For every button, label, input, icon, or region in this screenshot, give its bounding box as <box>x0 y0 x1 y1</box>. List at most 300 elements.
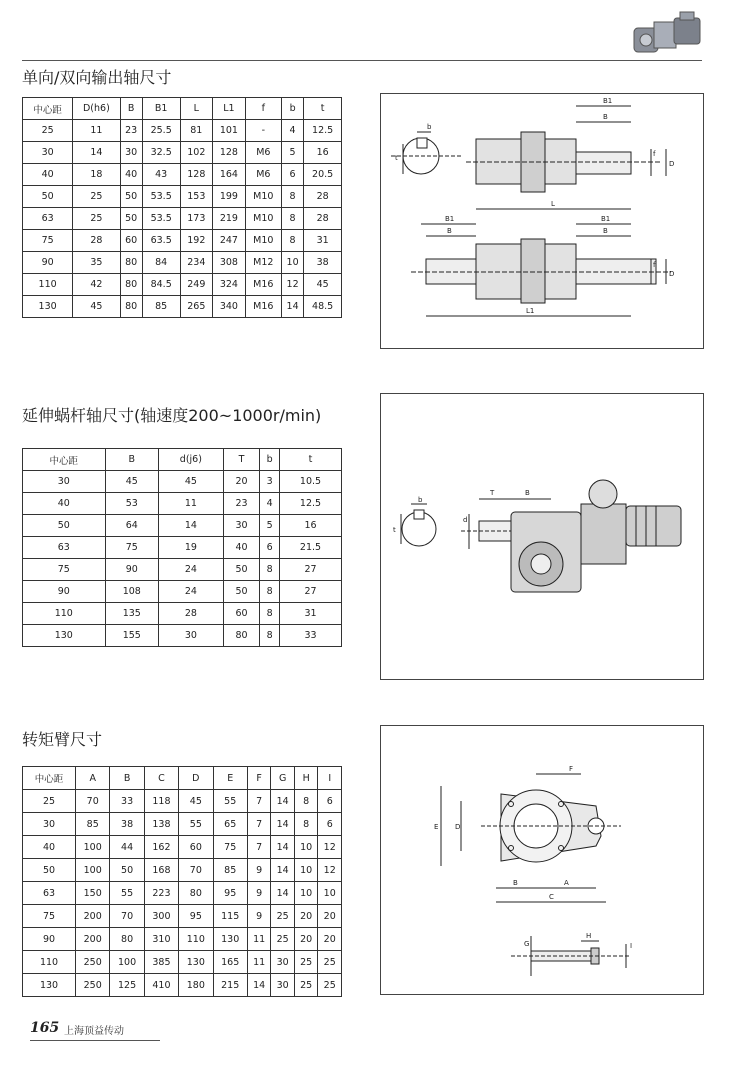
column-header: T <box>223 449 260 471</box>
table-cell: 219 <box>213 208 246 230</box>
label-B: B <box>603 113 608 121</box>
table-cell: 70 <box>76 790 110 813</box>
table-cell: M16 <box>245 296 281 318</box>
table-row <box>23 882 342 905</box>
table-cell: 14 <box>281 296 303 318</box>
table-cell: 9 <box>247 859 271 882</box>
column-header: L <box>180 98 213 120</box>
table-cell: 25 <box>294 951 318 974</box>
table-cell: 150 <box>76 882 110 905</box>
table-row <box>23 559 342 581</box>
table-cell: 30 <box>23 471 106 493</box>
table-cell: 50 <box>120 208 142 230</box>
column-header: t <box>304 98 342 120</box>
table-cell: 38 <box>110 813 144 836</box>
table-cell: 250 <box>76 951 110 974</box>
table-cell: 80 <box>120 274 142 296</box>
table-row <box>23 252 342 274</box>
label-B1-right: B1 <box>601 215 611 223</box>
label-L: L <box>551 200 555 208</box>
table-cell: 5 <box>281 142 303 164</box>
table-cell: 85 <box>213 859 247 882</box>
table-cell: 8 <box>281 230 303 252</box>
table-cell: 50 <box>23 515 106 537</box>
page-number: 165 <box>30 1020 60 1036</box>
table-row <box>23 296 342 318</box>
table-cell: 60 <box>223 603 260 625</box>
table-cell: M10 <box>245 230 281 252</box>
table-row <box>23 951 342 974</box>
table-cell: 28 <box>304 186 342 208</box>
label-I: I <box>630 942 633 950</box>
table-cell: 153 <box>180 186 213 208</box>
table-cell: 80 <box>179 882 213 905</box>
section2-title: 延伸蜗杆轴尺寸(轴速度200~1000r/min) <box>22 406 322 425</box>
label-t-2: t <box>393 526 396 534</box>
table-cell: 14 <box>247 974 271 997</box>
label-B-2: B <box>525 489 530 497</box>
table-cell: 192 <box>180 230 213 252</box>
column-header: D(h6) <box>73 98 120 120</box>
table-cell: 25 <box>23 790 76 813</box>
table-row <box>23 493 342 515</box>
table-cell: M10 <box>245 208 281 230</box>
table-cell: 128 <box>213 142 246 164</box>
table-cell: 45 <box>73 296 120 318</box>
table-row <box>23 905 342 928</box>
label-b: b <box>427 123 432 131</box>
table-cell: 30 <box>23 142 73 164</box>
column-header: F <box>247 767 271 790</box>
table-cell: 14 <box>271 882 295 905</box>
table-cell: 6 <box>260 537 280 559</box>
footer-rule <box>30 1040 160 1041</box>
table-cell: 6 <box>318 813 342 836</box>
table-cell: 28 <box>159 603 224 625</box>
table-header-row <box>23 449 342 471</box>
gear-motor-icon <box>632 8 704 58</box>
table-cell: 165 <box>213 951 247 974</box>
table-cell: 90 <box>105 559 159 581</box>
output-shaft-figure <box>380 93 704 349</box>
table-cell: 90 <box>23 252 73 274</box>
table-cell: M6 <box>245 142 281 164</box>
table-cell: 11 <box>73 120 120 142</box>
table-cell: 10 <box>294 836 318 859</box>
table-row <box>23 142 342 164</box>
column-header: I <box>318 767 342 790</box>
table-cell: 410 <box>144 974 178 997</box>
table-cell: 310 <box>144 928 178 951</box>
label-B-left: B <box>447 227 452 235</box>
table-cell: 40 <box>223 537 260 559</box>
section3-title: 转矩臂尺寸 <box>22 730 103 749</box>
table-row <box>23 625 342 647</box>
table-cell: 10 <box>281 252 303 274</box>
table-cell: 43 <box>142 164 180 186</box>
table-cell: 155 <box>105 625 159 647</box>
table-cell: 8 <box>260 581 280 603</box>
table-cell: 200 <box>76 928 110 951</box>
table-cell: 130 <box>23 974 76 997</box>
table-cell: 385 <box>144 951 178 974</box>
table-cell: 31 <box>304 230 342 252</box>
table-row <box>23 208 342 230</box>
torque-arm-figure <box>380 725 704 995</box>
table-cell: 55 <box>110 882 144 905</box>
table-cell: 130 <box>179 951 213 974</box>
table-row <box>23 603 342 625</box>
table-cell: 40 <box>23 493 106 515</box>
table-cell: 7 <box>247 836 271 859</box>
table-cell: 168 <box>144 859 178 882</box>
table-row <box>23 813 342 836</box>
table-cell: 33 <box>110 790 144 813</box>
table-row <box>23 274 342 296</box>
table-cell: 162 <box>144 836 178 859</box>
table-cell: 20 <box>294 928 318 951</box>
table-row <box>23 974 342 997</box>
table-cell: 125 <box>110 974 144 997</box>
table-cell: 3 <box>260 471 280 493</box>
table-cell: 75 <box>23 230 73 252</box>
table-cell: 55 <box>213 790 247 813</box>
column-header: B <box>105 449 159 471</box>
table-cell: 249 <box>180 274 213 296</box>
table-cell: 55 <box>179 813 213 836</box>
table-cell: 130 <box>213 928 247 951</box>
table-cell: 118 <box>144 790 178 813</box>
table-cell: 14 <box>271 836 295 859</box>
table-cell: 128 <box>180 164 213 186</box>
label-t: t <box>395 154 398 162</box>
table-cell: 164 <box>213 164 246 186</box>
table-cell: 81 <box>180 120 213 142</box>
table-cell: 30 <box>271 974 295 997</box>
table-cell: 80 <box>223 625 260 647</box>
label-f-2: f <box>653 261 656 269</box>
table-cell: 20 <box>318 928 342 951</box>
label-F: F <box>569 765 574 773</box>
table-cell: 32.5 <box>142 142 180 164</box>
table-cell: 110 <box>23 274 73 296</box>
table-cell: - <box>245 120 281 142</box>
table-row <box>23 537 342 559</box>
table-cell: 24 <box>159 559 224 581</box>
table-cell: 70 <box>110 905 144 928</box>
column-header: b <box>260 449 280 471</box>
column-header: G <box>271 767 295 790</box>
label-B1-left: B1 <box>445 215 455 223</box>
table-cell: 100 <box>110 951 144 974</box>
table-cell: 8 <box>294 813 318 836</box>
table-cell: 50 <box>110 859 144 882</box>
table-cell: 340 <box>213 296 246 318</box>
table-cell: 199 <box>213 186 246 208</box>
table-cell: 60 <box>120 230 142 252</box>
table-header-row <box>23 767 342 790</box>
label-b-2: b <box>418 496 423 504</box>
table-cell: 10.5 <box>280 471 342 493</box>
column-header: 中心距 <box>23 767 76 790</box>
table-cell: 27 <box>280 559 342 581</box>
column-header: d(j6) <box>159 449 224 471</box>
table-row <box>23 186 342 208</box>
label-E: E <box>434 823 439 831</box>
table-cell: 12.5 <box>280 493 342 515</box>
table-cell: 130 <box>23 296 73 318</box>
table-cell: 11 <box>247 951 271 974</box>
table-row <box>23 515 342 537</box>
table-cell: 23 <box>120 120 142 142</box>
table-cell: 50 <box>223 581 260 603</box>
table-cell: 25 <box>23 120 73 142</box>
table-cell: 16 <box>280 515 342 537</box>
column-header: E <box>213 767 247 790</box>
table-cell: 8 <box>260 603 280 625</box>
label-L1: L1 <box>526 307 535 315</box>
worm-shaft-table <box>22 448 342 647</box>
table-row <box>23 164 342 186</box>
table-cell: 9 <box>247 905 271 928</box>
table-cell: 18 <box>73 164 120 186</box>
column-header: A <box>76 767 110 790</box>
table-cell: 90 <box>23 928 76 951</box>
table-cell: 250 <box>76 974 110 997</box>
table-row <box>23 471 342 493</box>
table-cell: 180 <box>179 974 213 997</box>
table-cell: 8 <box>294 790 318 813</box>
table-cell: 110 <box>179 928 213 951</box>
table-cell: 300 <box>144 905 178 928</box>
table-cell: 12 <box>281 274 303 296</box>
table-cell: 265 <box>180 296 213 318</box>
table-cell: 173 <box>180 208 213 230</box>
table-cell: 14 <box>271 813 295 836</box>
table-cell: 42 <box>73 274 120 296</box>
table-cell: 108 <box>105 581 159 603</box>
table-cell: 308 <box>213 252 246 274</box>
table-cell: 19 <box>159 537 224 559</box>
label-d: d <box>463 516 468 524</box>
table-cell: 115 <box>213 905 247 928</box>
label-H: H <box>586 932 592 940</box>
table-cell: 48.5 <box>304 296 342 318</box>
column-header: 中心距 <box>23 98 73 120</box>
table-cell: 80 <box>120 252 142 274</box>
table-row <box>23 230 342 252</box>
table-cell: 30 <box>271 951 295 974</box>
table-cell: 85 <box>76 813 110 836</box>
output-shaft-table <box>22 97 342 318</box>
table-cell: 25 <box>294 974 318 997</box>
table-cell: 53.5 <box>142 208 180 230</box>
table-cell: 7 <box>247 790 271 813</box>
table-cell: 223 <box>144 882 178 905</box>
table-cell: 10 <box>318 882 342 905</box>
table-cell: 38 <box>304 252 342 274</box>
label-T: T <box>490 489 495 497</box>
table-cell: 70 <box>179 859 213 882</box>
worm-shaft-figure <box>380 393 704 680</box>
table-cell: M12 <box>245 252 281 274</box>
table-cell: M16 <box>245 274 281 296</box>
table-cell: 130 <box>23 625 106 647</box>
table-cell: 80 <box>110 928 144 951</box>
table-cell: 50 <box>223 559 260 581</box>
label-D-2: D <box>669 270 675 278</box>
table-cell: 102 <box>180 142 213 164</box>
column-header: f <box>245 98 281 120</box>
table-cell: 95 <box>213 882 247 905</box>
table-cell: 247 <box>213 230 246 252</box>
table-cell: 33 <box>280 625 342 647</box>
table-cell: 11 <box>247 928 271 951</box>
table-cell: 28 <box>73 230 120 252</box>
table-cell: 40 <box>120 164 142 186</box>
table-row <box>23 790 342 813</box>
table-cell: 12.5 <box>304 120 342 142</box>
table-cell: 80 <box>120 296 142 318</box>
table-cell: 64 <box>105 515 159 537</box>
table-cell: 8 <box>260 559 280 581</box>
table-cell: 63 <box>23 208 73 230</box>
label-f: f <box>653 150 656 158</box>
column-header: D <box>179 767 213 790</box>
column-header: L1 <box>213 98 246 120</box>
column-header: b <box>281 98 303 120</box>
table-cell: 10 <box>294 882 318 905</box>
table-cell: 45 <box>304 274 342 296</box>
table-cell: 10 <box>294 859 318 882</box>
table-cell: 40 <box>23 836 76 859</box>
table-row <box>23 581 342 603</box>
table-cell: 30 <box>23 813 76 836</box>
table-row <box>23 120 342 142</box>
table-cell: 25 <box>73 208 120 230</box>
table-cell: 100 <box>76 836 110 859</box>
table-cell: 110 <box>23 951 76 974</box>
table-cell: 84 <box>142 252 180 274</box>
header-rule <box>22 60 702 61</box>
table-cell: 31 <box>280 603 342 625</box>
table-row <box>23 859 342 882</box>
table-cell: 45 <box>105 471 159 493</box>
section1-title: 单向/双向输出轴尺寸 <box>22 68 172 87</box>
table-cell: 50 <box>120 186 142 208</box>
table-cell: 63.5 <box>142 230 180 252</box>
table-cell: 200 <box>76 905 110 928</box>
table-cell: 8 <box>260 625 280 647</box>
table-cell: M6 <box>245 164 281 186</box>
table-cell: 44 <box>110 836 144 859</box>
label-D: D <box>669 160 675 168</box>
table-cell: 135 <box>105 603 159 625</box>
table-cell: 25 <box>318 951 342 974</box>
table-cell: 4 <box>281 120 303 142</box>
column-header: 中心距 <box>23 449 106 471</box>
label-B1: B1 <box>603 97 613 105</box>
column-header: H <box>294 767 318 790</box>
company-name: 上海顶益传动 <box>64 1026 124 1037</box>
table-cell: 63 <box>23 537 106 559</box>
torque-arm-table <box>22 766 342 997</box>
table-cell: 16 <box>304 142 342 164</box>
table-cell: 75 <box>23 559 106 581</box>
label-B-3: B <box>513 879 518 887</box>
table-cell: 14 <box>73 142 120 164</box>
column-header: C <box>144 767 178 790</box>
table-cell: 50 <box>23 859 76 882</box>
column-header: B1 <box>142 98 180 120</box>
table-cell: 25.5 <box>142 120 180 142</box>
table-cell: 8 <box>281 186 303 208</box>
table-cell: 90 <box>23 581 106 603</box>
table-cell: 30 <box>120 142 142 164</box>
table-cell: 20 <box>318 905 342 928</box>
label-G: G <box>524 940 530 948</box>
table-cell: 324 <box>213 274 246 296</box>
table-cell: 234 <box>180 252 213 274</box>
table-cell: 95 <box>179 905 213 928</box>
table-cell: 7 <box>247 813 271 836</box>
table-cell: 6 <box>281 164 303 186</box>
table-cell: 6 <box>318 790 342 813</box>
table-cell: 8 <box>281 208 303 230</box>
table-cell: 24 <box>159 581 224 603</box>
table-row <box>23 928 342 951</box>
table-cell: 30 <box>223 515 260 537</box>
table-cell: 5 <box>260 515 280 537</box>
table-cell: 27 <box>280 581 342 603</box>
table-cell: 63 <box>23 882 76 905</box>
table-cell: 45 <box>159 471 224 493</box>
table-cell: 53 <box>105 493 159 515</box>
table-cell: 20.5 <box>304 164 342 186</box>
table-cell: 101 <box>213 120 246 142</box>
table-cell: 85 <box>142 296 180 318</box>
table-cell: 9 <box>247 882 271 905</box>
table-cell: 45 <box>179 790 213 813</box>
table-cell: 30 <box>159 625 224 647</box>
table-cell: 35 <box>73 252 120 274</box>
table-cell: 28 <box>304 208 342 230</box>
table-cell: 60 <box>179 836 213 859</box>
column-header: B <box>120 98 142 120</box>
table-cell: 4 <box>260 493 280 515</box>
table-cell: 100 <box>76 859 110 882</box>
table-cell: 20 <box>223 471 260 493</box>
table-cell: 14 <box>271 790 295 813</box>
table-cell: 40 <box>23 164 73 186</box>
column-header: t <box>280 449 342 471</box>
table-cell: 11 <box>159 493 224 515</box>
table-cell: 12 <box>318 836 342 859</box>
table-cell: 12 <box>318 859 342 882</box>
table-cell: 14 <box>271 859 295 882</box>
table-cell: 21.5 <box>280 537 342 559</box>
label-B-right: B <box>603 227 608 235</box>
table-cell: 110 <box>23 603 106 625</box>
table-cell: 75 <box>213 836 247 859</box>
label-C: C <box>549 893 554 901</box>
table-cell: 65 <box>213 813 247 836</box>
table-cell: 25 <box>318 974 342 997</box>
table-cell: 23 <box>223 493 260 515</box>
table-cell: 84.5 <box>142 274 180 296</box>
table-cell: 53.5 <box>142 186 180 208</box>
table-cell: 20 <box>294 905 318 928</box>
